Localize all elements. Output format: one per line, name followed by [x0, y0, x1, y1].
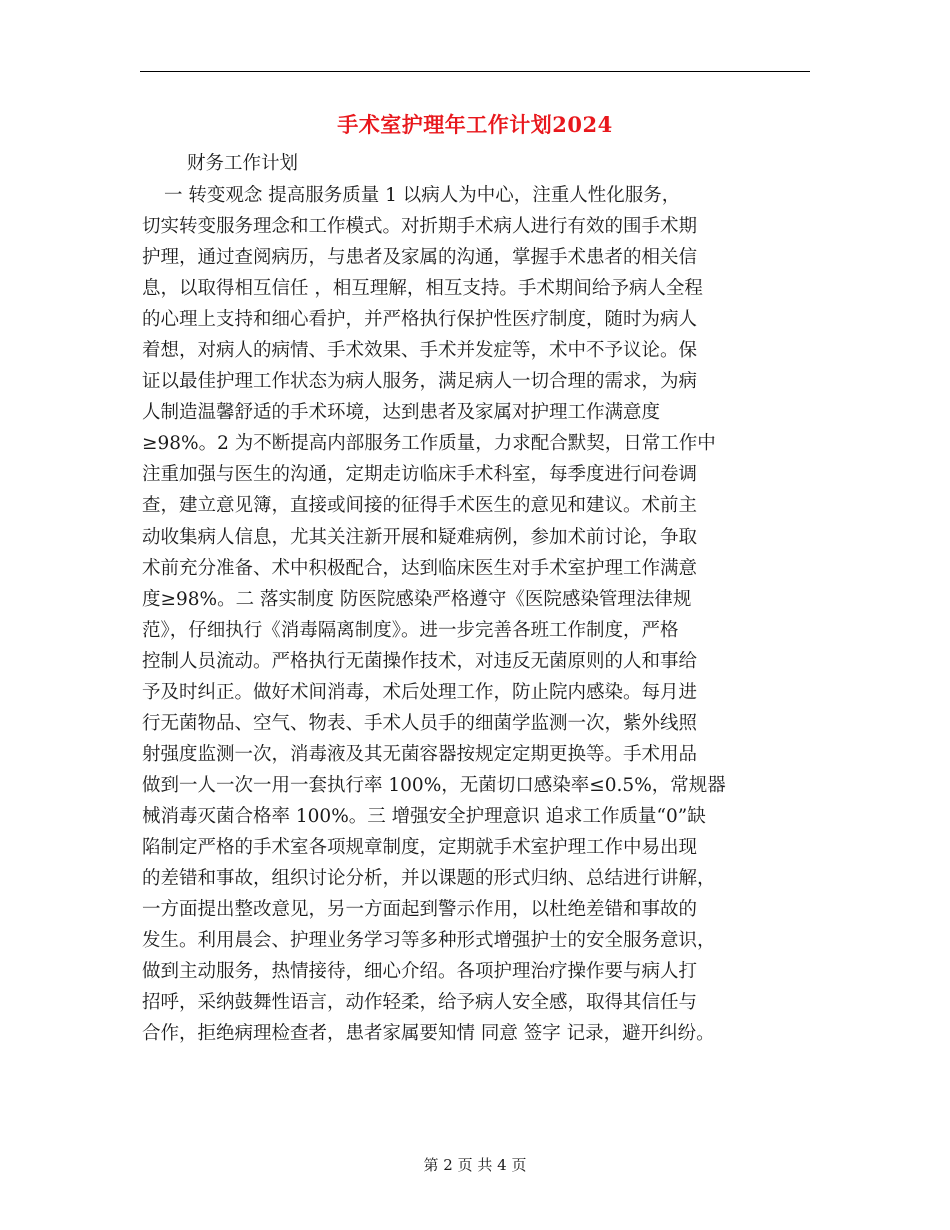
- body-line: 陷制定严格的手术室各项规章制度，定期就手术室护理工作中易出现: [142, 836, 698, 858]
- page-footer: 第 2 页 共 4 页: [423, 1156, 527, 1174]
- body-line: 一 转变观念 提高服务质量 1 以病人为中心，注重人性化服务，: [164, 185, 681, 206]
- body-line: 证以最佳护理工作状态为病人服务，满足病人一切合理的需求，为病: [142, 371, 698, 393]
- body-line: 人制造温馨舒适的手术环境，达到患者及家属对护理工作满意度: [142, 402, 661, 424]
- section-subtitle: 财务工作计划: [187, 153, 299, 174]
- body-line: 的心理上支持和细心看护，并严格执行保护性医疗制度，随时为病人: [142, 309, 698, 331]
- body-line: 一方面提出整改意见，另一方面起到警示作用，以杜绝差错和事故的: [142, 899, 698, 921]
- body-line: 射强度监测一次，消毒液及其无菌容器按规定定期更换等。手术用品: [142, 743, 698, 765]
- body-line: 予及时纠正。做好术间消毒，术后处理工作，防止院内感染。每月进: [142, 681, 698, 703]
- body-line: 切实转变服务理念和工作模式。对折期手术病人进行有效的围手术期: [142, 216, 698, 238]
- body-line: 招呼，采纳鼓舞性语言，动作轻柔，给予病人安全感，取得其信任与: [142, 992, 698, 1014]
- body-line: 护理，通过查阅病历，与患者及家属的沟通，掌握手术患者的相关信: [142, 247, 698, 269]
- body-line: 发生。利用晨会、护理业务学习等多种形式增强护士的安全服务意识，: [142, 930, 716, 952]
- body-line: 控制人员流动。严格执行无菌操作技术，对违反无菌原则的人和事给: [142, 650, 698, 672]
- body-line: 行无菌物品、空气、物表、手术人员手的细菌学监测一次，紫外线照: [142, 712, 698, 734]
- body-line: 范》，仔细执行《消毒隔离制度》。进一步完善各班工作制度，严格: [142, 619, 679, 641]
- body-line: 的差错和事故，组织讨论分析，并以课题的形式归纳、总结进行讲解，: [142, 868, 716, 890]
- header-rule: [140, 71, 810, 72]
- body-line: 动收集病人信息，尤其关注新开展和疑难病例，参加术前讨论，争取: [142, 526, 698, 548]
- body-line: 息，以取得相互信任 ，相互理解，相互支持。手术期间给予病人全程: [142, 278, 703, 300]
- body-line: 做到一人一次一用一套执行率 100%，无菌切口感染率≤0.5%，常规器: [142, 774, 726, 796]
- page-title: 手术室护理年工作计划2024: [337, 112, 613, 137]
- body-line: 度≥98%。二 落实制度 防医院感染严格遵守《医院感染管理法律规: [142, 588, 692, 610]
- body-line: ≥98%。2 为不断提高内部服务工作质量，力求配合默契，日常工作中: [142, 433, 716, 455]
- body-line: 械消毒灭菌合格率 100%。三 增强安全护理意识 追求工作质量“0”缺: [142, 805, 706, 827]
- body-line: 术前充分准备、术中积极配合，达到临床医生对手术室护理工作满意: [142, 557, 698, 579]
- body-line: 着想，对病人的病情、手术效果、手术并发症等，术中不予议论。保: [142, 340, 698, 362]
- body-line: 查，建立意见簿，直接或间接的征得手术医生的意见和建议。术前主: [142, 495, 698, 517]
- body-text: [142, 180, 814, 1049]
- body-line: 注重加强与医生的沟通，定期走访临床手术科室，每季度进行问卷调: [142, 464, 698, 486]
- body-line: 做到主动服务，热情接待，细心介绍。各项护理治疗操作要与病人打: [142, 961, 698, 983]
- body-line: 合作，拒绝病理检查者，患者家属要知情 同意 签字 记录，避开纠纷。: [142, 1023, 715, 1045]
